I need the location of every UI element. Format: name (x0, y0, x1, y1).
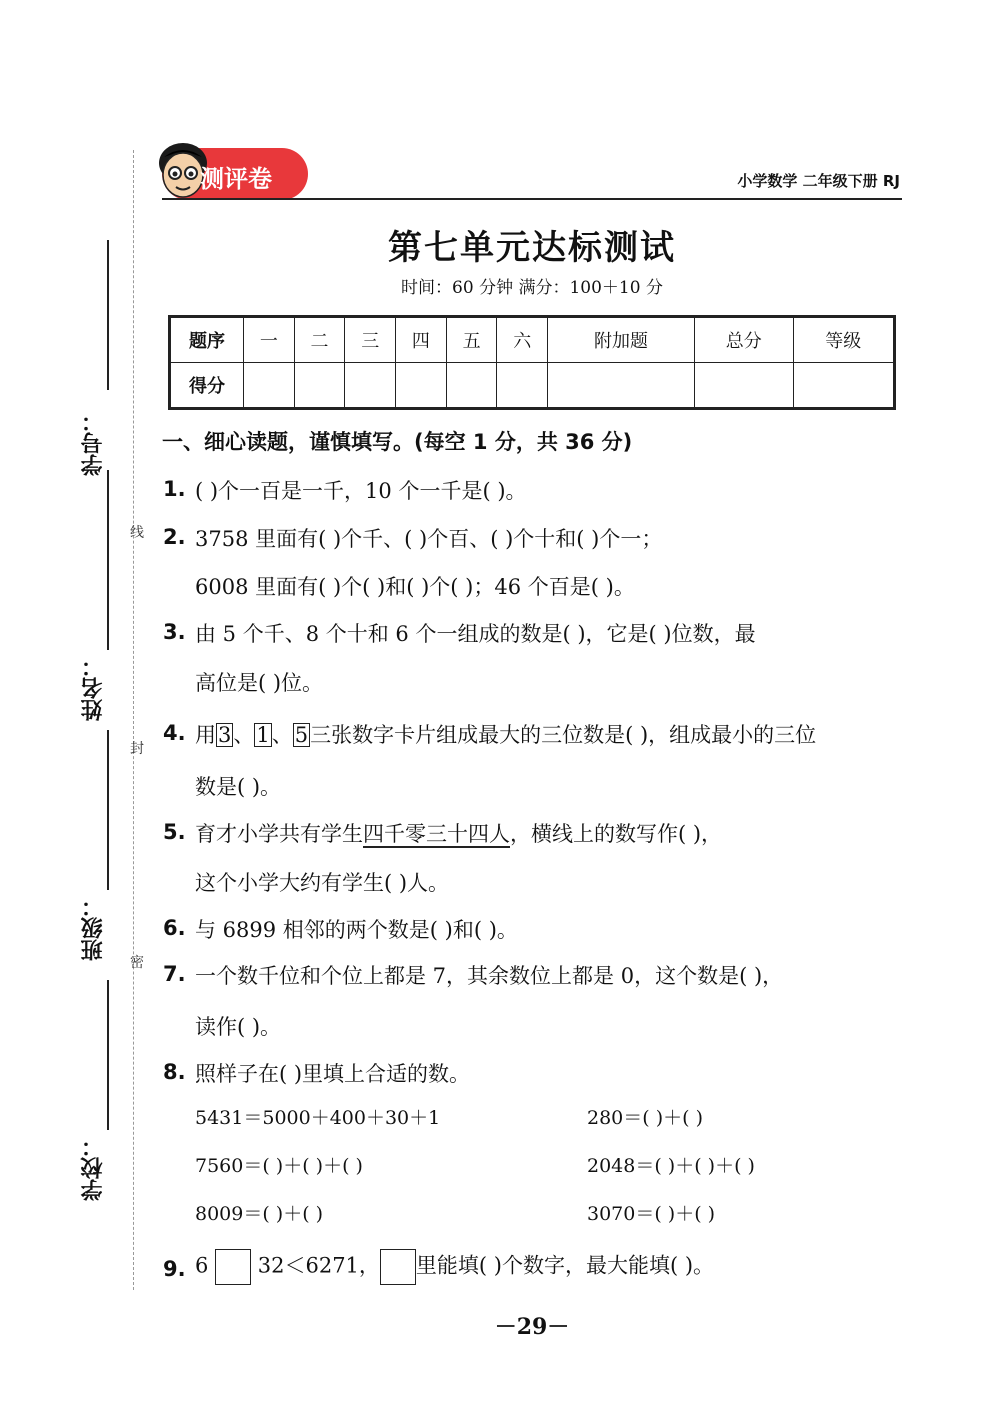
q5-prefix: 育才小学共有学生 (195, 822, 363, 846)
table-cell: 题序 (170, 317, 244, 363)
score-input-cell[interactable] (694, 363, 793, 409)
student-no-label: 学号： (81, 410, 106, 476)
blank-box[interactable] (215, 1249, 251, 1285)
score-input-cell[interactable] (345, 363, 396, 409)
score-table (168, 315, 896, 410)
q5-suffix: ，横线上的数写作( )， (510, 822, 723, 846)
question-8-text: 照样子在( )里填上合适的数。 (195, 1062, 471, 1086)
question-6-text: 与 6899 相邻的两个数是( )和( )。 (195, 918, 518, 942)
question-2-line1: 3758 里面有( )个千、( )个百、( )个十和( )个一； (195, 527, 663, 551)
digit-card: 3 (218, 723, 232, 747)
score-input-cell[interactable] (244, 363, 295, 409)
equation-left: 7560＝( )＋( )＋( ) (195, 1155, 363, 1177)
section-heading: 一、细心读题，谨慎填写。(每空 1 分，共 36 分) (162, 430, 633, 454)
question-number: 6. (163, 916, 186, 940)
blank-box-ref (380, 1249, 416, 1285)
table-cell: 二 (294, 317, 345, 363)
table-cell: 六 (497, 317, 548, 363)
header-rule (162, 198, 902, 200)
question-7-line1: 一个数千位和个位上都是 7，其余数位上都是 0，这个数是( )， (195, 964, 784, 988)
question-1-text: ( )个一百是一千，10 个一千是( )。 (195, 479, 527, 503)
question-4-line2: 数是( )。 (195, 775, 282, 799)
page-number: －29－ (494, 1314, 570, 1340)
table-cell: 总分 (694, 317, 793, 363)
table-cell: 四 (396, 317, 447, 363)
class-line (107, 980, 109, 1130)
separator: 、 (233, 723, 255, 747)
separator: 、 (271, 723, 293, 747)
equation-left: 5431＝5000＋400＋30＋1 (195, 1107, 441, 1129)
name-line (107, 730, 109, 890)
table-row (170, 363, 895, 409)
question-number: 2. (163, 525, 186, 549)
class-label: 班级： (81, 895, 106, 961)
q4-suffix: 三张数字卡片组成最大的三位数是( )，组成最小的三位 (310, 723, 817, 747)
q9-question: 里能填( )个数字，最大能填( )。 (415, 1253, 715, 1278)
question-number: 8. (163, 1060, 186, 1084)
question-2-line2: 6008 里面有( )个( )和( )个( )；46 个百是( )。 (195, 575, 635, 599)
question-3-line1: 由 5 个千、8 个十和 6 个一组成的数是( )，它是( )位数，最 (195, 622, 756, 646)
binding-mark-line: 线 (130, 525, 144, 541)
underlined-number-words: 四千零三十四人 (363, 822, 510, 846)
table-cell: 一 (244, 317, 295, 363)
question-5-line2: 这个小学大约有学生( )人。 (195, 871, 450, 895)
score-input-cell[interactable] (793, 363, 894, 409)
q9-inequality: 32＜6271， (257, 1253, 380, 1278)
table-cell: 附加题 (548, 317, 695, 363)
score-input-cell[interactable] (548, 363, 695, 409)
binding-mark-seal: 封 (130, 741, 144, 757)
question-number: 7. (163, 962, 186, 986)
table-cell: 三 (345, 317, 396, 363)
binding-mark-close: 密 (130, 955, 144, 971)
score-input-cell[interactable] (497, 363, 548, 409)
equation-right: 3070＝( )＋( ) (587, 1203, 716, 1225)
question-9-text (195, 1249, 714, 1285)
digit-card: 5 (294, 723, 309, 747)
question-3-line2: 高位是( )位。 (195, 671, 324, 695)
score-input-cell[interactable] (294, 363, 345, 409)
badge-label: 测评卷 (200, 165, 272, 193)
table-cell: 得分 (170, 363, 244, 409)
name-label: 姓名： (81, 655, 106, 721)
table-cell: 五 (446, 317, 497, 363)
equation-right: 2048＝( )＋( )＋( ) (587, 1155, 755, 1177)
digit-card: 1 (256, 723, 270, 747)
name-line-top (107, 470, 109, 650)
q9-digit: 6 (195, 1253, 209, 1278)
question-number: 3. (163, 620, 186, 644)
question-7-line2: 读作( )。 (195, 1015, 282, 1039)
score-input-cell[interactable] (396, 363, 447, 409)
binding-dashed-line (133, 150, 134, 1290)
score-input-cell[interactable] (446, 363, 497, 409)
question-number: 4. (163, 721, 186, 745)
table-cell: 等级 (793, 317, 894, 363)
question-number: 9. (163, 1257, 186, 1281)
question-number: 5. (163, 820, 186, 844)
time-score-info: 时间：60 分钟 满分：100＋10 分 (401, 278, 663, 298)
school-label: 学校： (81, 1135, 106, 1201)
page-title: 第七单元达标测试 (388, 228, 676, 268)
equation-right: 280＝( )＋( ) (587, 1107, 703, 1129)
equation-left: 8009＝( )＋( ) (195, 1203, 324, 1225)
grade-info: 小学数学 二年级下册 RJ (737, 172, 900, 190)
question-5-line1 (195, 818, 722, 848)
q4-prefix: 用 (195, 723, 216, 747)
table-row (170, 317, 895, 363)
question-number: 1. (163, 477, 186, 501)
question-4-line1 (195, 719, 816, 749)
